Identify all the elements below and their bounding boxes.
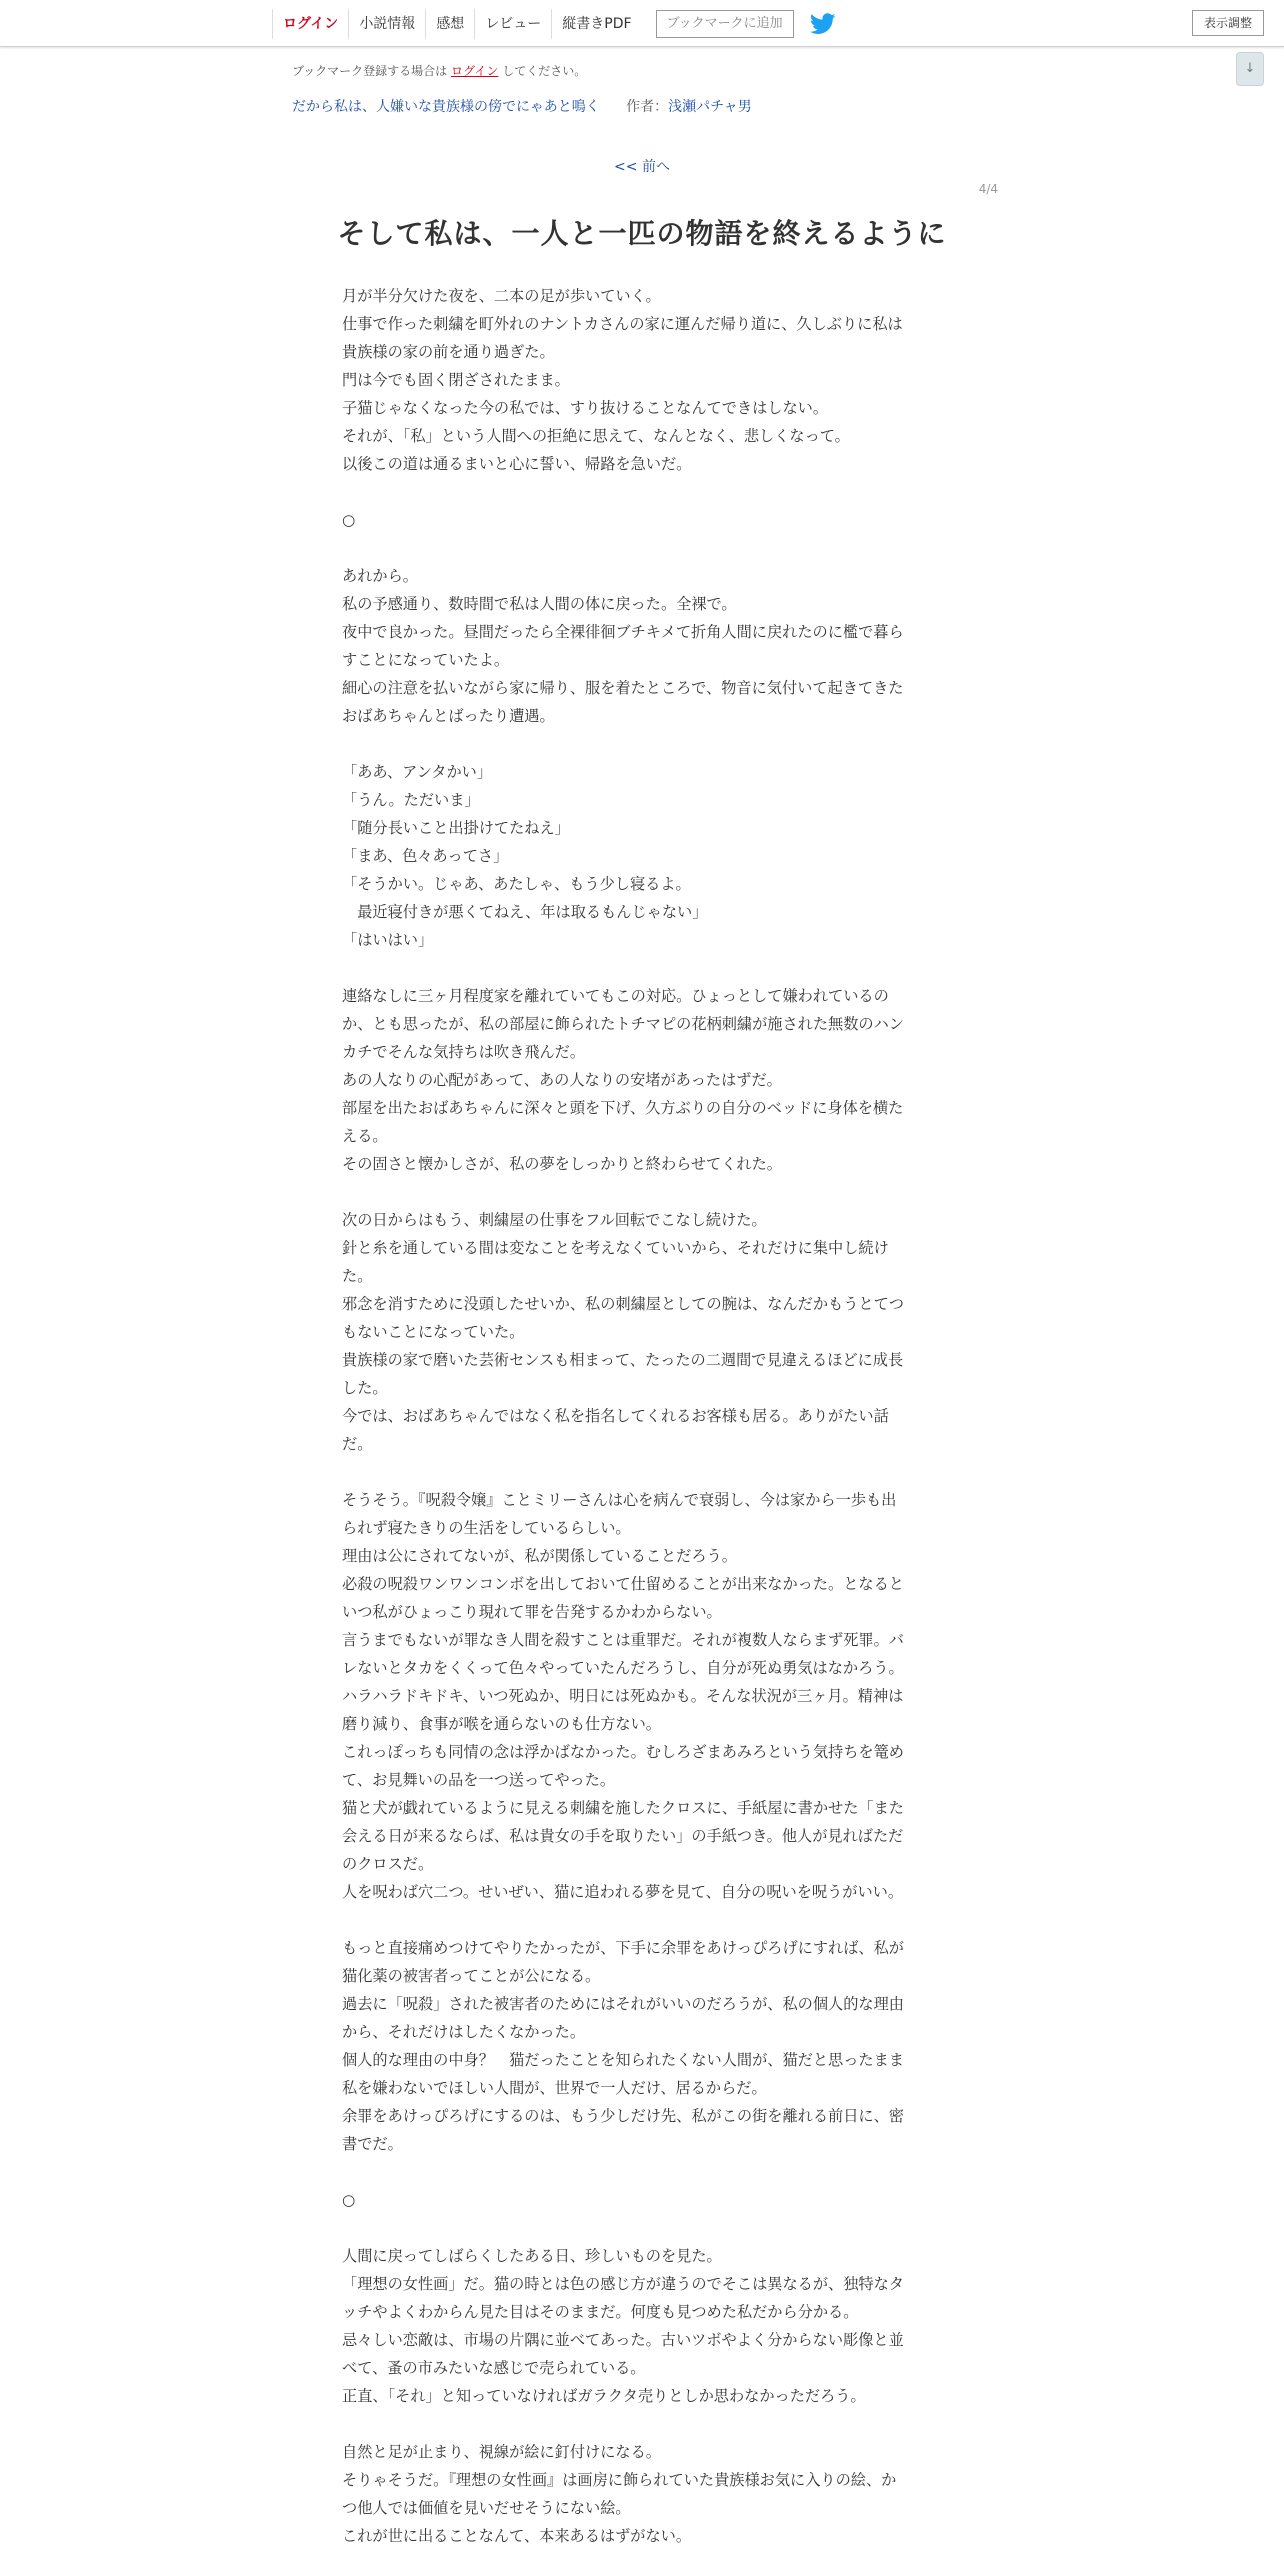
bookmark-notice-before: ブックマーク登録する場合は xyxy=(292,64,448,78)
body-line: 子猫じゃなくなった今の私では、すり抜けることなんてできはしない。 xyxy=(342,399,828,417)
body-line: 月が半分欠けた夜を、二本の足が歩いていく。 xyxy=(342,287,661,305)
bookmark-notice-after: してください。 xyxy=(502,64,587,78)
body-line: 正直、「それ」と知っていなければガラクタ売りとしか思わなかっただろう。 xyxy=(342,2387,866,2405)
body-line: 「はいはい」 xyxy=(342,931,434,949)
body-line: 「そうかい。じゃあ、あたしゃ、もう少し寝るよ。 xyxy=(342,875,691,893)
top-nav xyxy=(0,0,1284,47)
bookmark-notice xyxy=(292,62,586,79)
body-line xyxy=(342,1458,942,1486)
body-line: 「随分長いこと出掛けてたねえ」 xyxy=(342,819,570,837)
body-line: ッチやよくわからん見た目はそのままだ。何度も見つめた私だから分かる。 xyxy=(342,2303,859,2321)
body-line: から、それだけはしたくなかった。 xyxy=(342,2023,585,2041)
body-line xyxy=(342,2158,942,2186)
nav-impressions-link[interactable]: 感想 xyxy=(425,9,474,39)
pager-prev xyxy=(0,156,1284,176)
body-line: そうそう。『呪殺令嬢』ことミリーさんは心を病んで衰弱し、今は家から一歩も出 xyxy=(342,1491,897,1509)
bookmark-notice-login-link[interactable]: ログイン xyxy=(451,64,499,78)
body-line: 夜中で良かった。昼間だったら全裸徘徊ブチキメて折角人間に戻れたのに檻で暮ら xyxy=(342,623,904,641)
body-line: 「理想の女性画」だ。猫の時とは色の感じ方が違うのでそこは異なるが、独特なタ xyxy=(342,2275,904,2293)
body-line: レないとタカをくくって色々やっていたんだろうし、自分が死ぬ勇気はなかろう。 xyxy=(342,1659,904,1677)
body-line: いつ私がひょっこり現れて罪を告発するかわからない。 xyxy=(342,1603,722,1621)
body-line: 猫化薬の被害者ってことが公になる。 xyxy=(342,1967,601,1985)
body-line: 私を嫌わないでほしい人間が、世界で一人だけ、居るからだ。 xyxy=(342,2079,767,2097)
body-line: 理由は公にされてないが、私が関係していることだろう。 xyxy=(342,1547,737,1565)
body-line: 書でだ。 xyxy=(342,2135,403,2153)
body-line: ○ xyxy=(342,2191,356,2209)
body-line: て、お見舞いの品を一つ送ってやった。 xyxy=(342,1771,616,1789)
body-line: 針と糸を通している間は変なことを考えなくていいから、それだけに集中し続け xyxy=(342,1239,889,1257)
body-line: 忌々しい恋敵は、市場の片隅に並べてあった。古いツボやよく分からない彫像と並 xyxy=(342,2331,904,2349)
body-line: 部屋を出たおばあちゃんに深々と頭を下げ、久方ぶりの自分のベッドに身体を横た xyxy=(342,1099,904,1117)
body-line: あの人なりの心配があって、あの人なりの安堵があったはずだ。 xyxy=(342,1071,782,1089)
page-count: 4/4 xyxy=(978,182,998,196)
body-line xyxy=(342,2214,942,2242)
body-line xyxy=(342,730,942,758)
body-line xyxy=(342,2410,942,2438)
body-line: そりゃそうだ。『理想の女性画』は画房に飾られていた貴族様お気に入りの絵、か xyxy=(342,2471,897,2489)
body-line: 仕事で作った刺繍を町外れのナントカさんの家に運んだ帰り道に、久しぶりに私は xyxy=(342,315,903,333)
body-line: 邪念を消すために没頭したせいか、私の刺繍屋としての腕は、なんだかもうとてつ xyxy=(342,1295,904,1313)
body-line: 磨り減り、食事が喉を通らないのも仕方ない。 xyxy=(342,1715,661,1733)
body-line: それが、「私」という人間への拒絶に思えて、なんとなく、悲しくなって。 xyxy=(342,427,850,445)
body-line: 猫と犬が戯れているように見える刺繍を施したクロスに、手紙屋に書かせた「また xyxy=(342,1799,904,1817)
body-line: 最近寝付きが悪くてねえ、年は取るもんじゃない」 xyxy=(342,903,708,921)
body-line: 人間に戻ってしばらくしたある日、珍しいものを見た。 xyxy=(342,2247,722,2265)
body-line xyxy=(342,478,942,506)
body-line xyxy=(342,1178,942,1206)
nav-novel-info-link[interactable]: 小説情報 xyxy=(348,9,425,39)
body-line: 人を呪わば穴二つ。せいぜい、猫に追われる夢を見て、自分の呪いを呪うがいい。 xyxy=(342,1883,904,1901)
prev-page-link[interactable]: << 前へ xyxy=(614,159,670,175)
body-line: 会える日が来るならば、私は貴女の手を取りたい」の手紙つき。他人が見ればただ xyxy=(342,1827,904,1845)
body-line: 次の日からはもう、刺繍屋の仕事をフル回転でこなし続けた。 xyxy=(342,1211,767,1229)
body-line: 「うん。ただいま」 xyxy=(342,791,480,809)
body-line xyxy=(342,534,942,562)
body-line: これが世に出ることなんて、本来あるはずがない。 xyxy=(342,2527,692,2545)
body-line: 自然と足が止まり、視線が絵に釘付けになる。 xyxy=(342,2443,661,2461)
body-line: のクロスだ。 xyxy=(342,1855,434,1873)
body-line: か、とも思ったが、私の部屋に飾られたトチマピの花柄刺繍が施された無数のハン xyxy=(342,1015,904,1033)
body-line: 言うまでもないが罪なき人間を殺すことは重罪だ。それが複数人ならまず死罪。バ xyxy=(342,1631,904,1649)
nav-links xyxy=(272,9,836,39)
chapter-title: そして私は、一人と一匹の物語を終えるように xyxy=(337,217,947,250)
body-line: 連絡なしに三ヶ月程度家を離れていてもこの対応。ひょっとして嫌われているの xyxy=(342,987,889,1005)
body-line: 私の予感通り、数時間で私は人間の体に戻った。全裸で。 xyxy=(342,595,737,613)
body-line: 余罪をあけっぴろげにするのは、もう少しだけ先、私がこの街を離れる前日に、密 xyxy=(342,2107,904,2125)
series-title-link[interactable]: だから私は、人嫌いな貴族様の傍でにゃあと鳴く xyxy=(292,99,600,115)
body-line: した。 xyxy=(342,1379,388,1397)
body-line: その固さと懐かしさが、私の夢をしっかりと終わらせてくれた。 xyxy=(342,1155,782,1173)
add-bookmark-button[interactable]: ブックマークに追加 xyxy=(656,10,794,38)
body-line: だ。 xyxy=(342,1435,373,1453)
body-line: カチでそんな気持ちは吹き飛んだ。 xyxy=(342,1043,585,1061)
author-label: 作者： xyxy=(626,99,669,115)
body-line: 今では、おばあちゃんではなく私を指名してくれるお客様も居る。ありがたい話 xyxy=(342,1407,889,1425)
body-line: べて、蚤の市みたいな感じで売られている。 xyxy=(342,2359,646,2377)
body-line: 貴族様の家で磨いた芸術センスも相まって、たったの二週間で見違えるほどに成長 xyxy=(342,1351,904,1369)
display-settings-button[interactable]: 表示調整 xyxy=(1192,10,1264,36)
twitter-icon[interactable] xyxy=(810,13,836,35)
body-line: 貴族様の家の前を通り過ぎた。 xyxy=(342,343,555,361)
body-line: た。 xyxy=(342,1267,373,1285)
body-line: つ他人では価値を見いだせそうにない絵。 xyxy=(342,2499,631,2517)
body-line: あれから。 xyxy=(342,567,418,585)
body-line: 細心の注意を払いながら家に帰り、服を着たところで、物音に気付いて起きてきた xyxy=(342,679,904,697)
series-info xyxy=(292,96,752,116)
body-line: 門は今でも固く閉ざされたまま。 xyxy=(342,371,570,389)
body-line xyxy=(342,1906,942,1934)
body-line: すことになっていたよ。 xyxy=(342,651,510,669)
body-line: もっと直接痛めつけてやりたかったが、下手に余罪をあけっぴろげにすれば、私が xyxy=(342,1939,904,1957)
body-line: える。 xyxy=(342,1127,388,1145)
body-line: 個人的な理由の中身？ 猫だったことを知られたくない人間が、猫だと思ったまま xyxy=(342,2051,904,2069)
body-line: ○ xyxy=(342,511,356,529)
body-line: 「まあ、色々あってさ」 xyxy=(342,847,509,865)
body-line: ハラハラドキドキ、いつ死ぬか、明日には死ぬかも。そんな状況が三ヶ月。精神は xyxy=(342,1687,904,1705)
nav-login-link[interactable]: ログイン xyxy=(272,9,348,39)
body-line: られず寝たきりの生活をしているらしい。 xyxy=(342,1519,631,1537)
nav-pdf-link[interactable]: 縦書きPDF xyxy=(551,9,641,39)
scroll-down-button[interactable]: ↓ xyxy=(1236,52,1264,86)
body-line: もないことになっていた。 xyxy=(342,1323,525,1341)
body-line: 必殺の呪殺ワンワンコンボを出しておいて仕留めることが出来なかった。となると xyxy=(342,1575,904,1593)
nav-review-link[interactable]: レビュー xyxy=(474,9,551,39)
novel-body xyxy=(342,282,942,2550)
body-line: おばあちゃんとばったり遭遇。 xyxy=(342,707,555,725)
author-link[interactable]: 浅瀬パチャ男 xyxy=(668,99,752,115)
body-line: 「ああ、アンタかい」 xyxy=(342,763,493,781)
body-line: 過去に「呪殺」された被害者のためにはそれがいいのだろうが、私の個人的な理由 xyxy=(342,1995,904,2013)
body-line xyxy=(342,954,942,982)
body-line: これっぽっちも同情の念は浮かばなかった。むしろざまあみろという気持ちを篭め xyxy=(342,1743,904,1761)
body-line: 以後この道は通るまいと心に誓い、帰路を急いだ。 xyxy=(342,455,692,473)
